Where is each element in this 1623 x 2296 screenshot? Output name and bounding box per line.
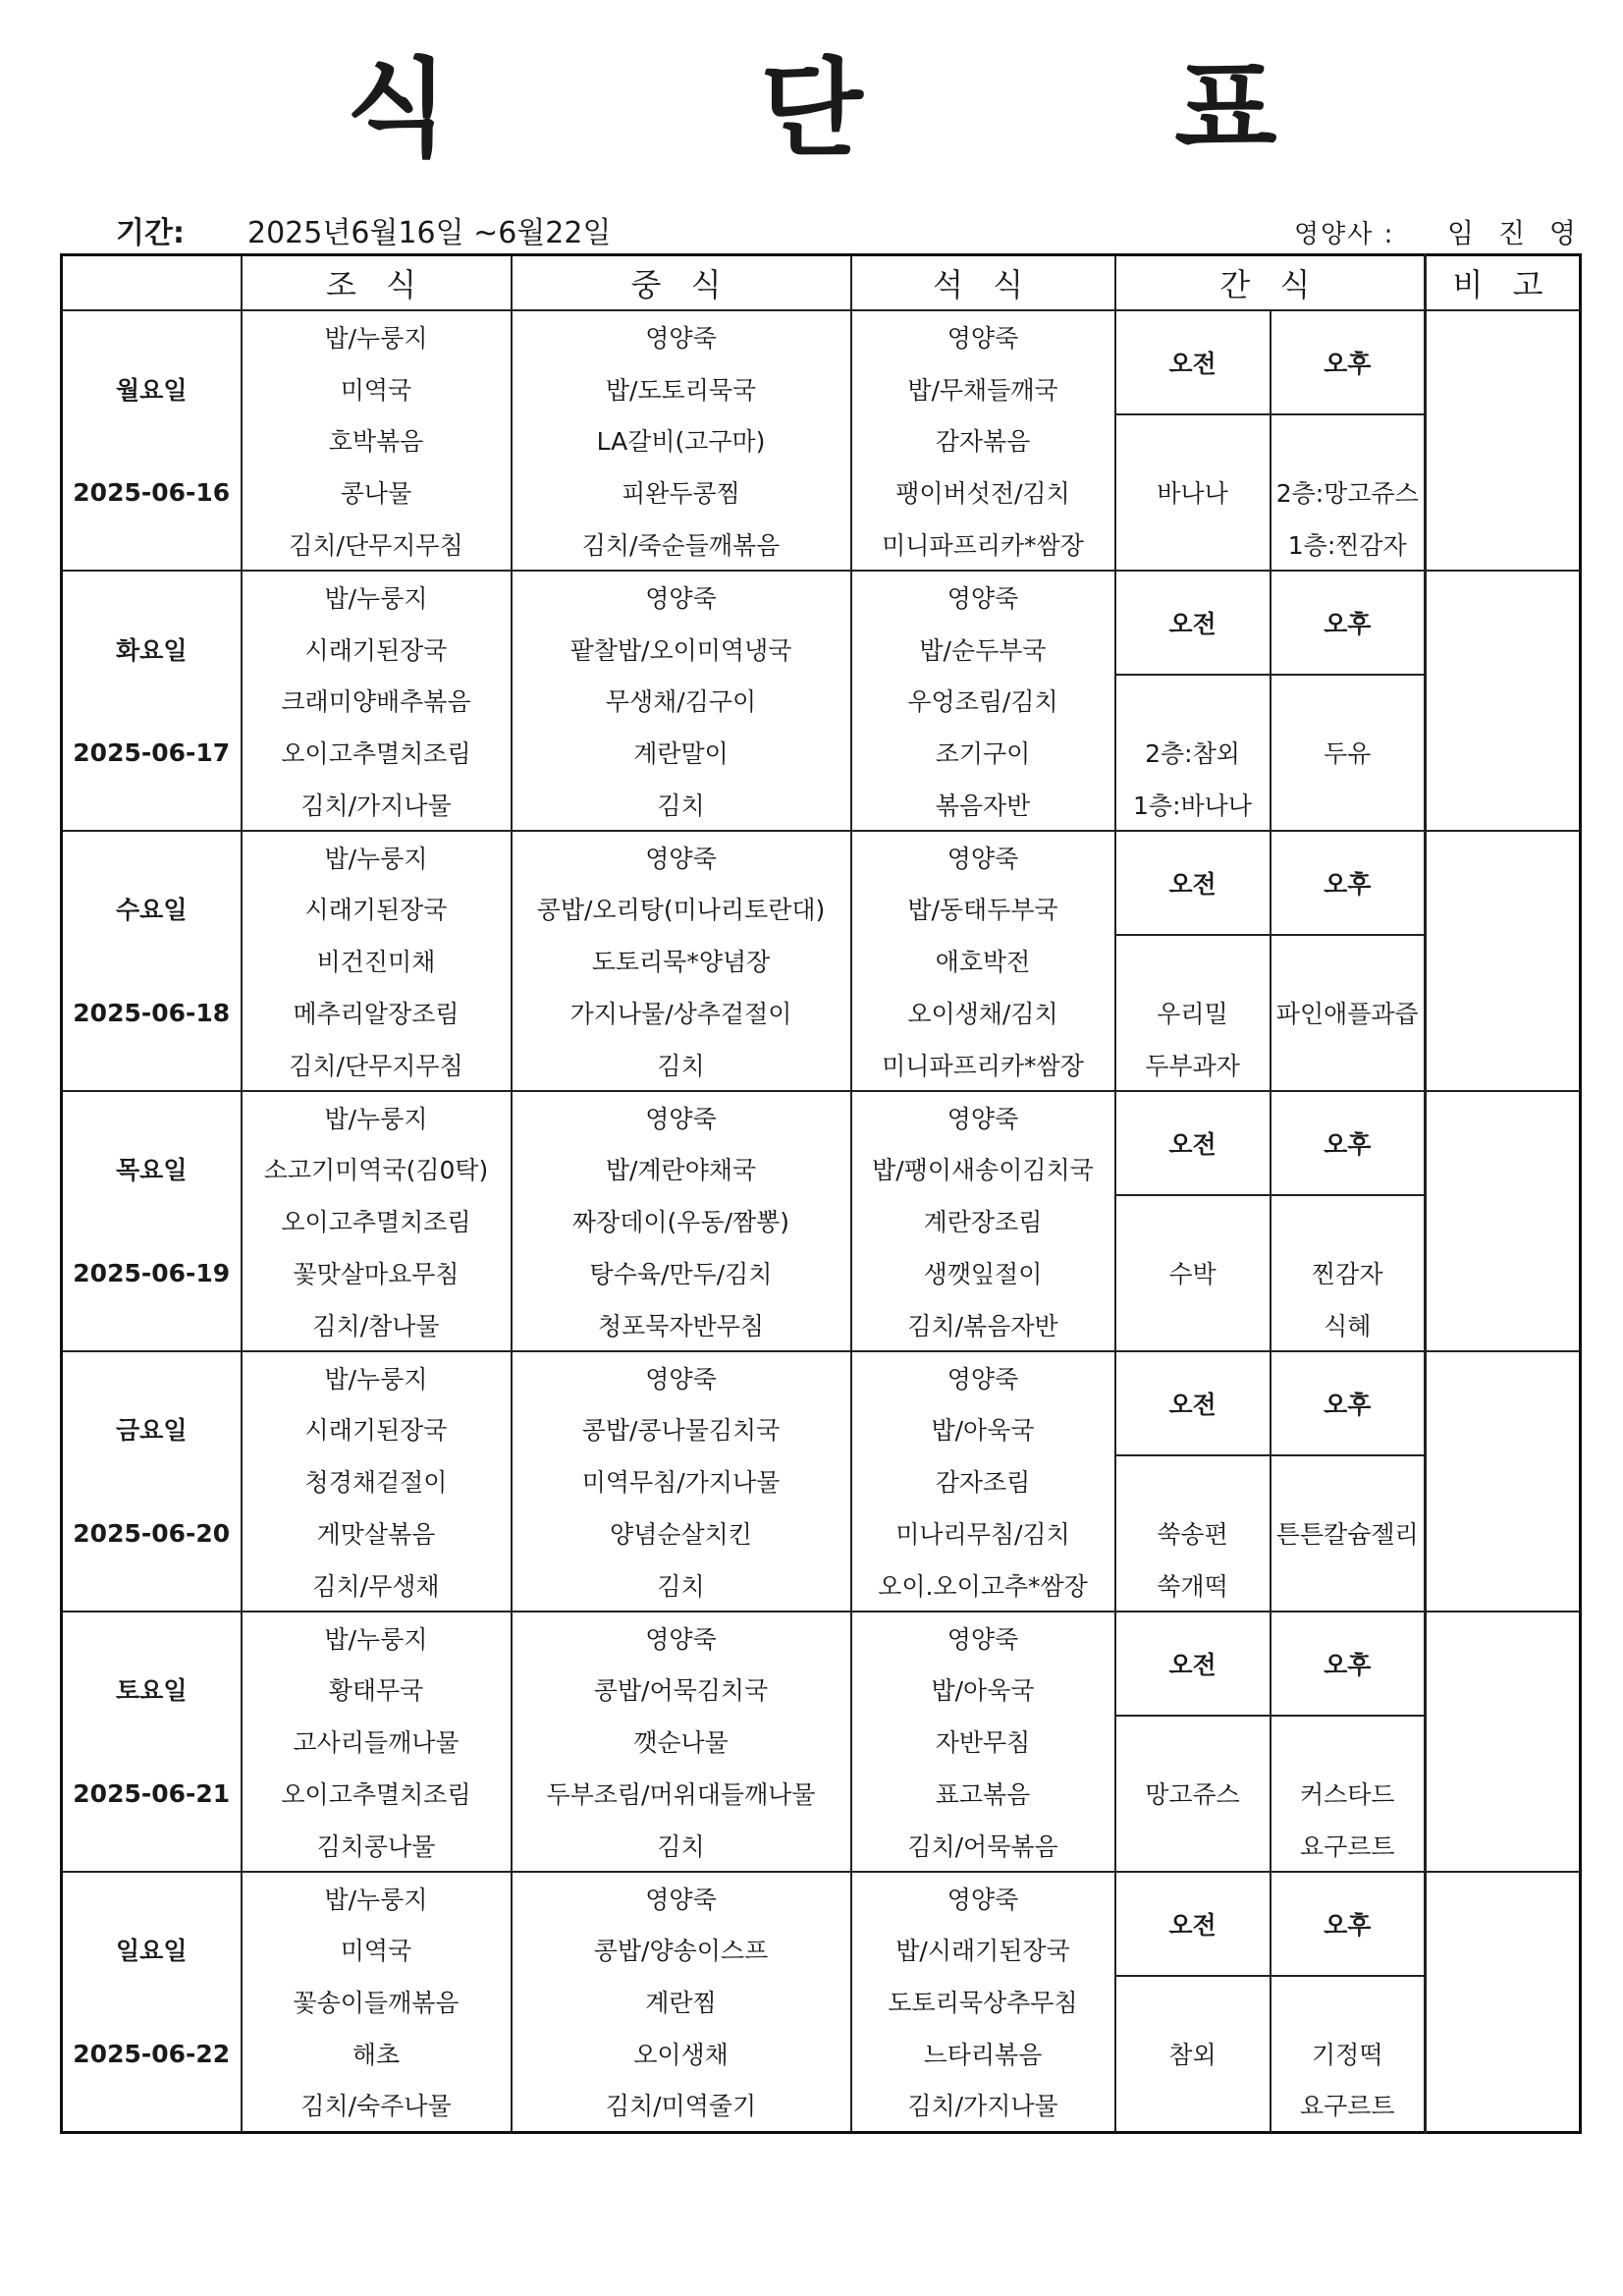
dinner-item: 볶음자반 — [851, 779, 1115, 831]
snack-spacer — [1271, 414, 1426, 466]
snack-spacer — [1115, 1195, 1271, 1247]
menu-row — [62, 1195, 1581, 1247]
day-date: 2025-06-19 — [62, 1247, 242, 1298]
day-cell — [62, 1351, 242, 1403]
lunch-item: 가지나물/상추겉절이 — [512, 987, 851, 1038]
dinner-item: 밥/동태두부국 — [851, 883, 1115, 934]
day-date: 2025-06-20 — [62, 1507, 242, 1558]
lunch-item: 김치 — [512, 1819, 851, 1871]
dinner-item: 영양죽 — [851, 1612, 1115, 1664]
snack-spacer — [1271, 1455, 1426, 1507]
menu-row — [62, 1507, 1581, 1558]
snack-pm-item — [1271, 779, 1426, 831]
snack-am-label: 오전 — [1115, 831, 1271, 935]
day-name: 월요일 — [62, 362, 242, 413]
header-dinner: 석 식 — [851, 255, 1115, 311]
menu-row — [62, 1976, 1581, 2028]
menu-row — [62, 2028, 1581, 2079]
dinner-item: 팽이버섯전/김치 — [851, 466, 1115, 518]
day-cell — [62, 1195, 242, 1247]
lunch-item: 청포묵자반무침 — [512, 1298, 851, 1350]
dinner-item: 자반무침 — [851, 1716, 1115, 1768]
dinner-item: 오이생채/김치 — [851, 987, 1115, 1038]
day-cell — [62, 1716, 242, 1768]
snack-am-item: 바나나 — [1115, 466, 1271, 518]
dinner-item: 밥/시래기된장국 — [851, 1924, 1115, 1975]
dinner-item: 조기구이 — [851, 727, 1115, 778]
menu-row — [62, 935, 1581, 987]
menu-row — [62, 2079, 1581, 2132]
snack-pm-item — [1271, 1038, 1426, 1090]
lunch-item: 밥/계란야채국 — [512, 1143, 851, 1194]
breakfast-item: 꽃송이들깨볶음 — [242, 1976, 512, 2028]
lunch-item: 도토리묵*양념장 — [512, 935, 851, 987]
snack-spacer — [1271, 675, 1426, 727]
snack-am-label: 오전 — [1115, 1872, 1271, 1976]
day-cell — [62, 310, 242, 362]
lunch-item: 영양죽 — [512, 310, 851, 362]
snack-spacer — [1115, 414, 1271, 466]
day-cell — [62, 831, 242, 883]
lunch-item: 무생채/김구이 — [512, 675, 851, 727]
menu-row — [62, 1091, 1581, 1143]
snack-spacer — [1115, 935, 1271, 987]
snack-pm-item: 1층:찐감자 — [1271, 519, 1426, 571]
snack-pm-label: 오후 — [1271, 1612, 1426, 1716]
breakfast-item: 청경채겉절이 — [242, 1455, 512, 1507]
dinner-item: 밥/아욱국 — [851, 1664, 1115, 1715]
lunch-item: 콩밥/콩나물김치국 — [512, 1403, 851, 1454]
snack-pm-item: 튼튼칼슘젤리 — [1271, 1507, 1426, 1558]
dinner-item: 계란장조림 — [851, 1195, 1115, 1247]
day-cell — [62, 1455, 242, 1507]
snack-pm-label: 오후 — [1271, 571, 1426, 675]
lunch-item: 밥/도토리묵국 — [512, 362, 851, 413]
menu-row — [62, 779, 1581, 831]
lunch-item: 양념순살치킨 — [512, 1507, 851, 1558]
menu-row — [62, 571, 1581, 623]
header-day — [62, 255, 242, 311]
snack-pm-item: 기정떡 — [1271, 2028, 1426, 2079]
dinner-item: 영양죽 — [851, 1351, 1115, 1403]
day-cell — [62, 1298, 242, 1350]
dinner-item: 밥/아욱국 — [851, 1403, 1115, 1454]
snack-pm-label: 오후 — [1271, 831, 1426, 935]
snack-am-item: 우리밀 — [1115, 987, 1271, 1038]
dinner-item: 김치/어묵볶음 — [851, 1819, 1115, 1871]
breakfast-item: 오이고추멸치조림 — [242, 1195, 512, 1247]
dinner-item: 애호박전 — [851, 935, 1115, 987]
snack-pm-label: 오후 — [1271, 1091, 1426, 1195]
breakfast-item: 꽃맛살마요무침 — [242, 1247, 512, 1298]
breakfast-item: 김치/무생채 — [242, 1558, 512, 1611]
breakfast-item: 밥/누룽지 — [242, 1351, 512, 1403]
menu-row — [62, 1038, 1581, 1090]
lunch-item: 영양죽 — [512, 1612, 851, 1664]
dinner-item: 미니파프리카*쌈장 — [851, 1038, 1115, 1090]
lunch-item: 짜장데이(우동/짬뽕) — [512, 1195, 851, 1247]
breakfast-item: 밥/누룽지 — [242, 310, 512, 362]
menu-row — [62, 1351, 1581, 1403]
snack-am-item: 쑥개떡 — [1115, 1558, 1271, 1611]
snack-pm-item: 식혜 — [1271, 1298, 1426, 1350]
breakfast-item: 메추리알장조림 — [242, 987, 512, 1038]
breakfast-item: 밥/누룽지 — [242, 831, 512, 883]
menu-row — [62, 1768, 1581, 1819]
note-cell — [1426, 1351, 1581, 1612]
snack-am-item: 두부과자 — [1115, 1038, 1271, 1090]
header-snack: 간 식 — [1115, 255, 1426, 311]
day-date: 2025-06-16 — [62, 466, 242, 518]
breakfast-item: 비건진미채 — [242, 935, 512, 987]
breakfast-item: 고사리들깨나물 — [242, 1716, 512, 1768]
snack-pm-item: 커스타드 — [1271, 1768, 1426, 1819]
dinner-item: 밥/팽이새송이김치국 — [851, 1143, 1115, 1194]
menu-row — [62, 1558, 1581, 1611]
dinner-item: 김치/볶음자반 — [851, 1298, 1115, 1350]
lunch-item: 미역무침/가지나물 — [512, 1455, 851, 1507]
note-cell — [1426, 571, 1581, 831]
dinner-item: 표고볶음 — [851, 1768, 1115, 1819]
breakfast-item: 미역국 — [242, 1924, 512, 1975]
snack-am-item — [1115, 1819, 1271, 1871]
menu-row — [62, 1819, 1581, 1871]
dinner-item: 감자볶음 — [851, 414, 1115, 466]
snack-am-item — [1115, 2079, 1271, 2132]
breakfast-item: 오이고추멸치조림 — [242, 727, 512, 778]
breakfast-item: 김치/참나물 — [242, 1298, 512, 1350]
breakfast-item: 미역국 — [242, 362, 512, 413]
breakfast-item: 시래기된장국 — [242, 883, 512, 934]
note-cell — [1426, 831, 1581, 1091]
lunch-item: 콩밥/어묵김치국 — [512, 1664, 851, 1715]
menu-row — [62, 466, 1581, 518]
dinner-item: 김치/가지나물 — [851, 2079, 1115, 2132]
dinner-item: 오이.오이고추*쌈장 — [851, 1558, 1115, 1611]
day-cell — [62, 1872, 242, 1924]
snack-pm-item: 파인애플과즙 — [1271, 987, 1426, 1038]
menu-row — [62, 1298, 1581, 1350]
day-name: 목요일 — [62, 1143, 242, 1194]
snack-spacer — [1115, 1976, 1271, 2028]
breakfast-item: 콩나물 — [242, 466, 512, 518]
lunch-item: 영양죽 — [512, 1872, 851, 1924]
dinner-item: 미나리무침/김치 — [851, 1507, 1115, 1558]
menu-row — [62, 987, 1581, 1038]
menu-row — [62, 519, 1581, 571]
snack-pm-label: 오후 — [1271, 1872, 1426, 1976]
snack-pm-item: 요구르트 — [1271, 1819, 1426, 1871]
dinner-item: 영양죽 — [851, 1091, 1115, 1143]
snack-spacer — [1271, 1195, 1426, 1247]
lunch-item: 팥찰밥/오이미역냉국 — [512, 623, 851, 674]
breakfast-item: 밥/누룽지 — [242, 1091, 512, 1143]
lunch-item: 두부조림/머위대들깨나물 — [512, 1768, 851, 1819]
snack-am-item — [1115, 1298, 1271, 1350]
header-lunch: 중 식 — [512, 255, 851, 311]
snack-am-item: 참외 — [1115, 2028, 1271, 2079]
snack-pm-item: 요구르트 — [1271, 2079, 1426, 2132]
snack-am-item: 망고쥬스 — [1115, 1768, 1271, 1819]
snack-am-label: 오전 — [1115, 310, 1271, 414]
day-cell — [62, 675, 242, 727]
breakfast-item: 호박볶음 — [242, 414, 512, 466]
note-cell — [1426, 310, 1581, 571]
breakfast-item: 소고기미역국(김0탁) — [242, 1143, 512, 1194]
lunch-item: 콩밥/오리탕(미나리토란대) — [512, 883, 851, 934]
lunch-item: 영양죽 — [512, 1091, 851, 1143]
menu-row — [62, 675, 1581, 727]
breakfast-item: 크래미양배추볶음 — [242, 675, 512, 727]
snack-pm-item: 찐감자 — [1271, 1247, 1426, 1298]
breakfast-item: 밥/누룽지 — [242, 1872, 512, 1924]
day-cell — [62, 1091, 242, 1143]
lunch-item: 김치 — [512, 779, 851, 831]
breakfast-item: 김치/숙주나물 — [242, 2079, 512, 2132]
dinner-item: 느타리볶음 — [851, 2028, 1115, 2079]
dietitian-label: 영양사 : — [1294, 220, 1395, 249]
breakfast-item: 김치/단무지무침 — [242, 1038, 512, 1090]
snack-spacer — [1271, 1976, 1426, 2028]
snack-spacer — [1115, 1716, 1271, 1768]
dinner-item: 영양죽 — [851, 1872, 1115, 1924]
note-cell — [1426, 1872, 1581, 2132]
lunch-item: 김치/죽순들깨볶음 — [512, 519, 851, 571]
dinner-item: 영양죽 — [851, 310, 1115, 362]
day-name: 수요일 — [62, 883, 242, 934]
day-name: 화요일 — [62, 623, 242, 674]
snack-spacer — [1271, 1716, 1426, 1768]
lunch-item: 깻순나물 — [512, 1716, 851, 1768]
breakfast-item: 김치콩나물 — [242, 1819, 512, 1871]
day-cell — [62, 1558, 242, 1611]
breakfast-item: 오이고추멸치조림 — [242, 1768, 512, 1819]
menu-row — [62, 831, 1581, 883]
breakfast-item: 시래기된장국 — [242, 1403, 512, 1454]
breakfast-item: 김치/단무지무침 — [242, 519, 512, 571]
lunch-item: 김치 — [512, 1038, 851, 1090]
lunch-item: 계란찜 — [512, 1976, 851, 2028]
breakfast-item: 김치/가지나물 — [242, 779, 512, 831]
lunch-item: 김치 — [512, 1558, 851, 1611]
header-note: 비 고 — [1426, 255, 1581, 311]
dinner-item: 밥/무채들깨국 — [851, 362, 1115, 413]
day-date: 2025-06-22 — [62, 2028, 242, 2079]
snack-spacer — [1115, 675, 1271, 727]
day-cell — [62, 1038, 242, 1090]
menu-row — [62, 1455, 1581, 1507]
snack-pm-label: 오후 — [1271, 1351, 1426, 1455]
period-value: 2025년6월16일 ~6월22일 — [247, 216, 612, 250]
day-cell — [62, 779, 242, 831]
day-cell — [62, 1612, 242, 1664]
day-name: 일요일 — [62, 1924, 242, 1975]
dinner-item: 생깻잎절이 — [851, 1247, 1115, 1298]
day-name: 토요일 — [62, 1664, 242, 1715]
snack-am-label: 오전 — [1115, 1091, 1271, 1195]
lunch-item: 영양죽 — [512, 1351, 851, 1403]
header-breakfast: 조 식 — [242, 255, 512, 311]
menu-row — [62, 414, 1581, 466]
dietitian-name: 임 진 영 — [1447, 217, 1584, 249]
menu-table — [60, 253, 1582, 2134]
lunch-item: 오이생채 — [512, 2028, 851, 2079]
header-row — [62, 255, 1581, 311]
breakfast-item: 황태무국 — [242, 1664, 512, 1715]
breakfast-item: 밥/누룽지 — [242, 1612, 512, 1664]
snack-am-item: 수박 — [1115, 1247, 1271, 1298]
snack-spacer — [1271, 935, 1426, 987]
menu-row — [62, 1716, 1581, 1768]
lunch-item: 계란말이 — [512, 727, 851, 778]
snack-am-label: 오전 — [1115, 1351, 1271, 1455]
dinner-item: 영양죽 — [851, 571, 1115, 623]
day-cell — [62, 1976, 242, 2028]
breakfast-item: 게맛살볶음 — [242, 1507, 512, 1558]
note-cell — [1426, 1612, 1581, 1872]
note-cell — [1426, 1091, 1581, 1351]
snack-pm-item: 두유 — [1271, 727, 1426, 778]
dinner-item: 밥/순두부국 — [851, 623, 1115, 674]
lunch-item: 영양죽 — [512, 831, 851, 883]
dinner-item: 영양죽 — [851, 831, 1115, 883]
lunch-item: 김치/미역줄기 — [512, 2079, 851, 2132]
snack-am-item: 2층:참외 — [1115, 727, 1271, 778]
snack-pm-item — [1271, 1558, 1426, 1611]
day-date: 2025-06-17 — [62, 727, 242, 778]
day-cell — [62, 571, 242, 623]
snack-pm-item: 2층:망고쥬스 — [1271, 466, 1426, 518]
breakfast-item: 시래기된장국 — [242, 623, 512, 674]
snack-am-label: 오전 — [1115, 1612, 1271, 1716]
day-date: 2025-06-18 — [62, 987, 242, 1038]
menu-row — [62, 310, 1581, 362]
menu-row — [62, 1872, 1581, 1924]
lunch-item: 콩밥/양송이스프 — [512, 1924, 851, 1975]
snack-am-item: 쑥송편 — [1115, 1507, 1271, 1558]
period-label: 기간: — [116, 216, 185, 250]
day-cell — [62, 2079, 242, 2132]
snack-spacer — [1115, 1455, 1271, 1507]
day-cell — [62, 519, 242, 571]
menu-row — [62, 1612, 1581, 1664]
lunch-item: LA갈비(고구마) — [512, 414, 851, 466]
snack-am-label: 오전 — [1115, 571, 1271, 675]
day-name: 금요일 — [62, 1403, 242, 1454]
menu-row — [62, 1247, 1581, 1298]
page-title: 식 단 표 — [346, 48, 1415, 171]
day-cell — [62, 1819, 242, 1871]
lunch-item: 피완두콩찜 — [512, 466, 851, 518]
day-date: 2025-06-21 — [62, 1768, 242, 1819]
breakfast-item: 밥/누룽지 — [242, 571, 512, 623]
lunch-item: 탕수육/만두/김치 — [512, 1247, 851, 1298]
snack-pm-label: 오후 — [1271, 310, 1426, 414]
dinner-item: 우엉조림/김치 — [851, 675, 1115, 727]
breakfast-item: 해초 — [242, 2028, 512, 2079]
menu-body — [62, 310, 1581, 2132]
menu-row — [62, 727, 1581, 778]
snack-am-item — [1115, 519, 1271, 571]
day-cell — [62, 414, 242, 466]
snack-am-item: 1층:바나나 — [1115, 779, 1271, 831]
dinner-item: 도토리묵상추무침 — [851, 1976, 1115, 2028]
dinner-item: 미니파프리카*쌈장 — [851, 519, 1115, 571]
day-cell — [62, 935, 242, 987]
lunch-item: 영양죽 — [512, 571, 851, 623]
dinner-item: 감자조림 — [851, 1455, 1115, 1507]
